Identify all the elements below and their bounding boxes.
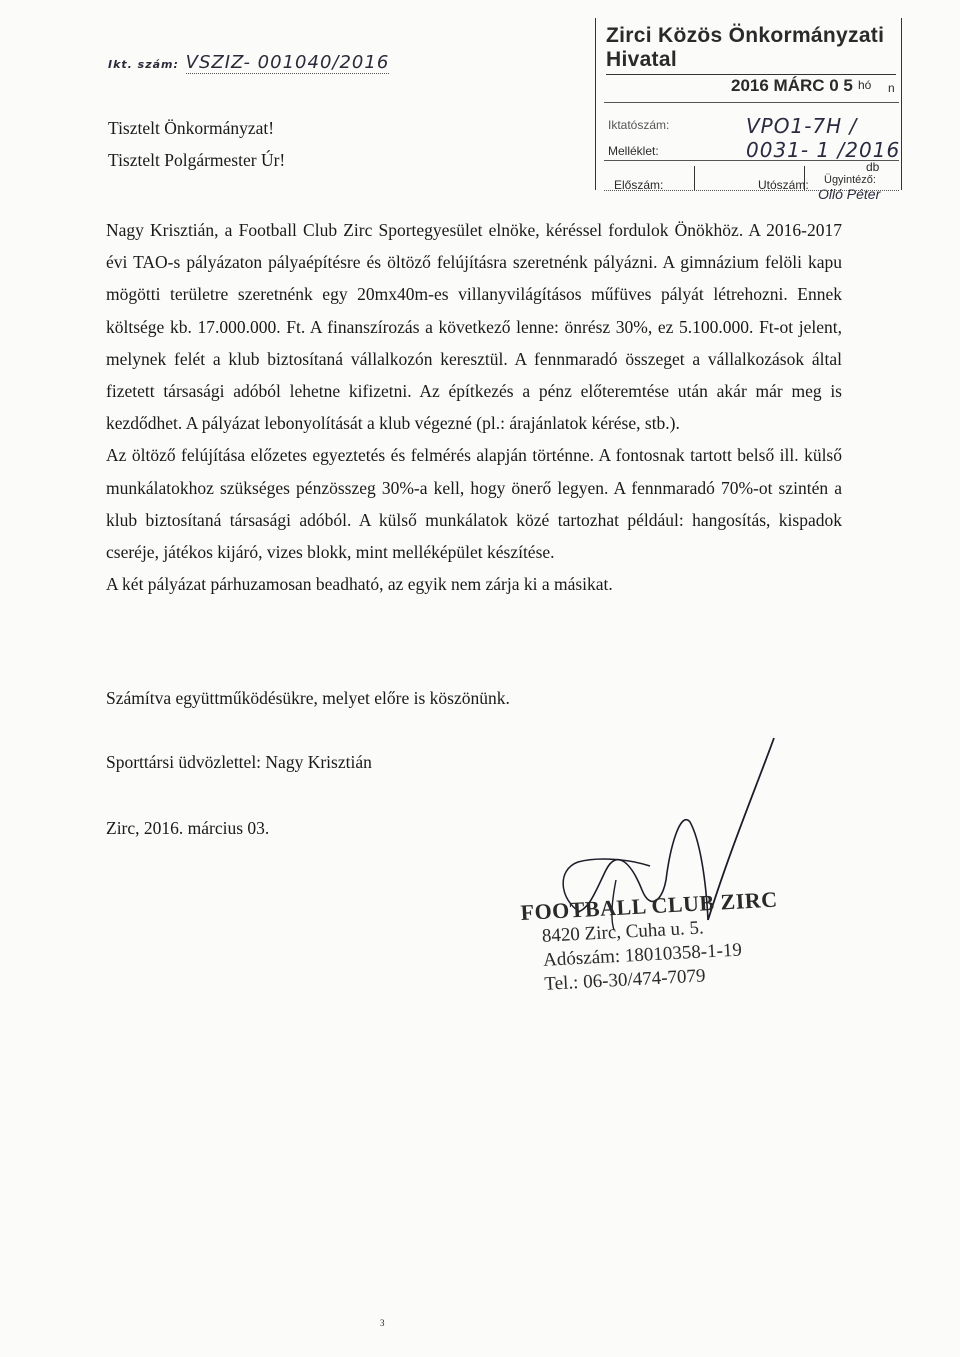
stamp-title: Zirci Közös Önkormányzati Hivatal [606,24,896,75]
body-paragraph: A két pályázat párhuzamosan beadható, az egyik nem zárja ki a másikat. [106,574,613,595]
stamp-melleklet-label: Melléklet: [608,144,659,158]
stamp-ho-label: hó [858,78,872,92]
stamp-n-label: n [888,81,895,95]
letter-body [106,214,842,600]
stamp-db-label: db [866,160,880,174]
closing-greeting: Sporttársi üdvözlettel: Nagy Krisztián [106,752,372,772]
stamp-divider [604,160,899,161]
stamp-utoszam-label: Utószám: [758,178,809,192]
receipt-stamp [595,18,902,202]
body-paragraph: Nagy Krisztián, a Football Club Zirc Sportegyesület elnöke, kéréssel fordulok Önökhöz. A 2016-2017 évi TAO-s pályázaton pályaépítésre és öltöző felújításra szeretnénk pályázni. A gimnázium felöli kapu mögötti területre szeretnénk egy 20mx40m-es villanyvilágításos műfüves pályát létrehozni. Ennek költsége kb. 17.000.000. Ft. A finanszírozás a következő lenne: önrész 30%, ez 5.100.000. Ft-ot jelent, melynek felét a klub biztosítaná vállalkozón keresztül. A fennmaradó összeget a vállalkozások által fizetett társasági adóból lehetne kifizetni. Az építkezés a pénz előteremtése után akár már meg is kezdődhet. A pályázat lebonyolítását a klub végezné (pl.: árajánlatok kérése, stb.). [106,220,842,434]
salutation-line-1: Tisztelt Önkormányzat! [108,118,275,138]
stamp-divider [604,190,899,191]
closing-place-date: Zirc, 2016. március 03. [106,818,270,838]
stamp-iktato-label: Iktatószám: [608,118,670,132]
club-stamp-tax: Adószám: 18010358-1-19 [542,939,743,971]
stamp-ugyintezo-label: Ügyintéző: [824,174,876,186]
club-stamp [520,887,782,998]
club-stamp-phone: Tel.: 06-30/474-7079 [543,965,706,995]
stamp-date: 2016 MÁRC 0 5 [731,76,853,95]
page-mark: 3 [380,1318,385,1328]
body-paragraph: Az öltöző felújítása előzetes egyeztetés és felmérés alapján történne. A fontosnak tartott belső ill. külső munkálatokhoz szükséges pénzösszeg 30%-a kell, hogy önerő legyen. A fennmaradó 70%-ot szintén a klub biztosítaná társasági adóból. A külső munkálatok közé tartozhat például: hangosítás, kispadok cseréje, játékos kijáró, vizes blokk, mint melléképület készítése. [106,445,842,563]
stamp-ugyintezo-handwritten: Olló Péter [818,186,881,202]
registry-number [108,52,389,74]
stamp-iktato-handwritten: VPO1-7H / 0031- 1 /2016 [746,114,901,162]
club-stamp-address: 8420 Zirc, Cuha u. 5. [541,917,705,947]
closing-thanks: Számítva együttműködésükre, melyet előre is köszönünk. [106,688,510,708]
registry-prefix: Ikt. szám: [108,58,179,71]
stamp-divider [604,102,899,103]
club-stamp-name: FOOTBALL CLUB ZIRC [520,886,779,925]
salutation-line-2: Tisztelt Polgármester Úr! [108,150,286,170]
registry-number-value: VSZIZ- 001040/2016 [185,52,390,73]
stamp-divider [694,166,695,190]
stamp-eloszam-label: Előszám: [614,178,664,192]
